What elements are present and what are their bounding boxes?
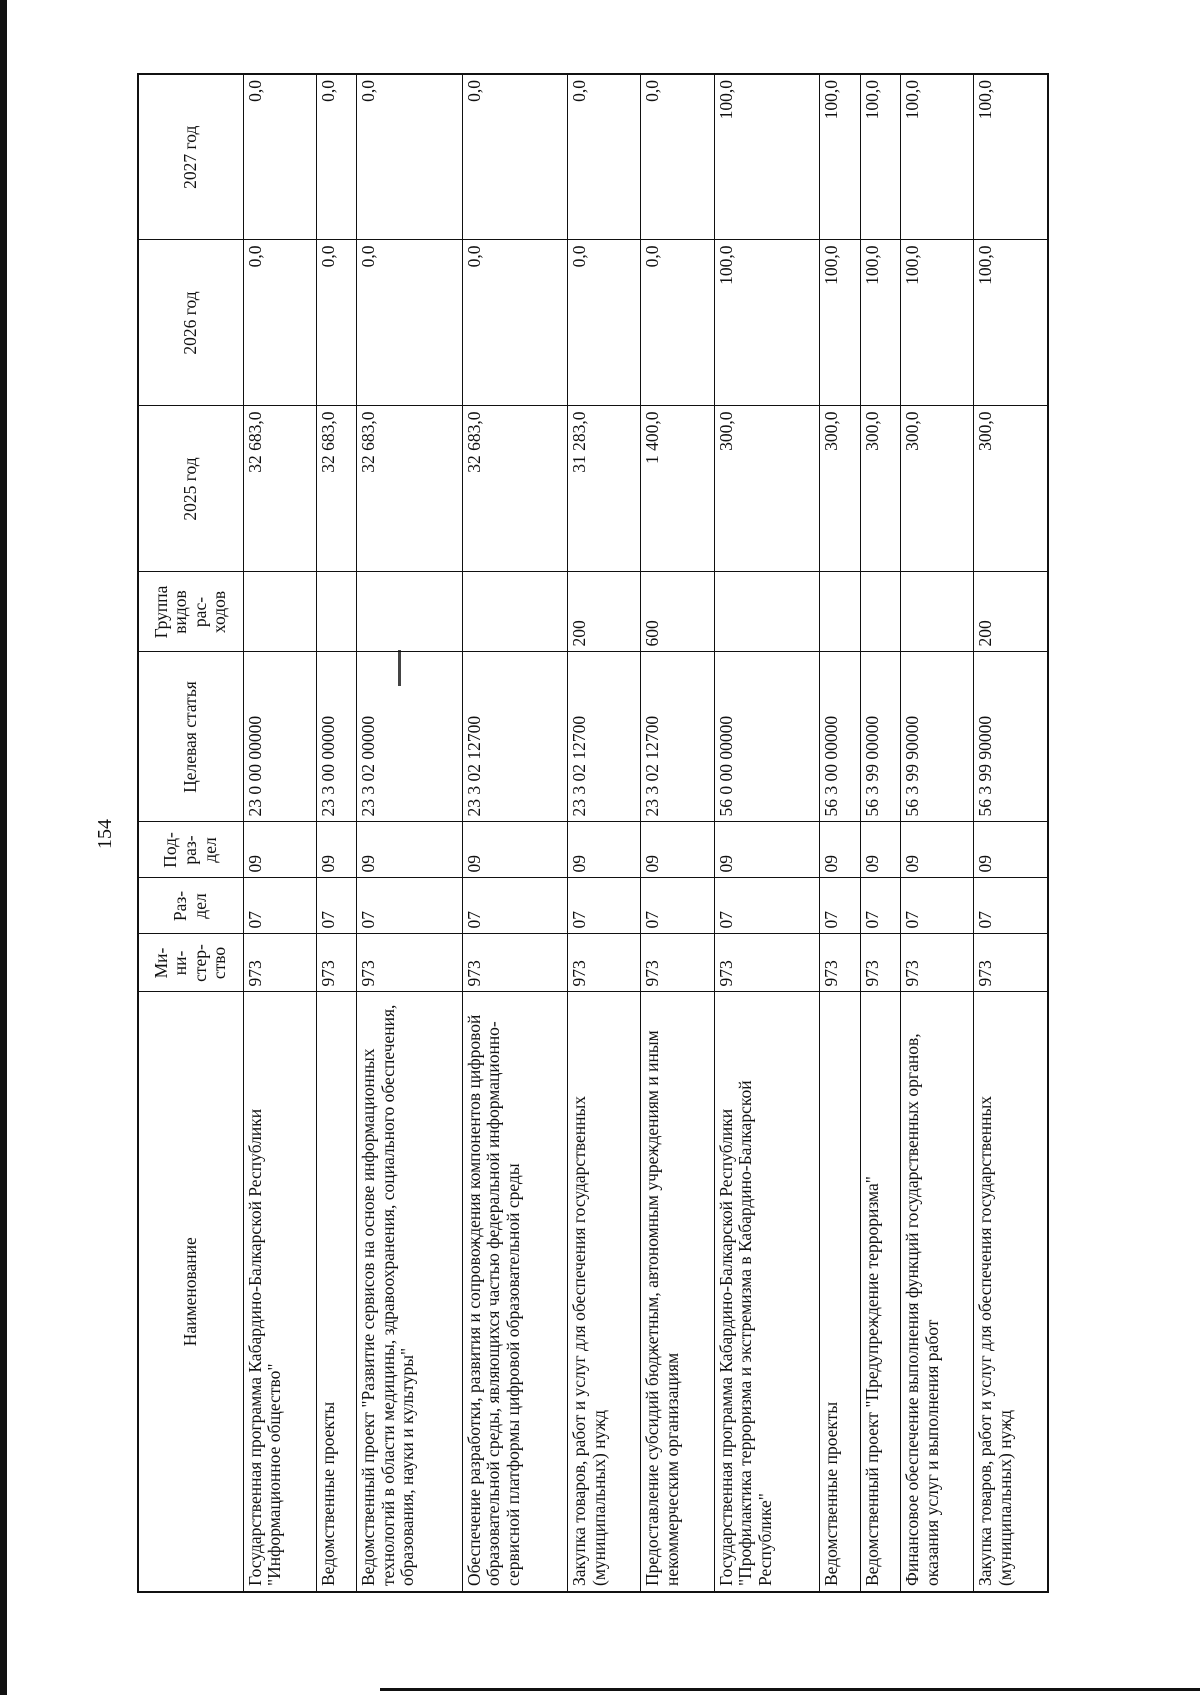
budget-table [137, 73, 1049, 1593]
cell-subsection: 09 [860, 822, 901, 878]
cell-ministry: 973 [714, 934, 820, 992]
cell-target-article: 56 3 99 90000 [974, 652, 1048, 822]
cell-2026: 0,0 [462, 240, 568, 406]
cell-subsection: 09 [714, 822, 820, 878]
cell-section: 07 [641, 878, 714, 934]
header-subsection: Под-раз-дел [138, 822, 243, 878]
cell-2027: 0,0 [568, 74, 641, 240]
cell-2026: 0,0 [357, 240, 463, 406]
cell-ministry: 973 [974, 934, 1048, 992]
cell-target-article: 56 3 99 90000 [901, 652, 974, 822]
cell-subsection: 09 [316, 822, 357, 878]
cell-ministry: 973 [462, 934, 568, 992]
table-row [462, 74, 568, 1592]
cell-section: 07 [568, 878, 641, 934]
cell-name: Обеспечение разработки, развития и сопровождения компонентов цифровой образовательной среды, являющихся частью федеральной информационно-сервисной платформы цифровой образовательной среды [462, 992, 568, 1592]
cell-section: 07 [974, 878, 1048, 934]
cell-subsection: 09 [974, 822, 1048, 878]
header-2027: 2027 год [138, 74, 243, 240]
cell-2025: 32 683,0 [243, 406, 316, 572]
table-row [641, 74, 714, 1592]
cell-ministry: 973 [641, 934, 714, 992]
budget-table-container [137, 73, 1049, 1593]
cell-expense-group [357, 572, 463, 652]
cell-2026: 0,0 [641, 240, 714, 406]
cell-subsection: 09 [820, 822, 861, 878]
cell-name: Ведомственные проекты [820, 992, 861, 1592]
cell-2026: 0,0 [243, 240, 316, 406]
cell-2027: 100,0 [714, 74, 820, 240]
cell-expense-group: 600 [641, 572, 714, 652]
cell-name: Закупка товаров, работ и услуг для обеспечения государственных (муниципальных) нужд [568, 992, 641, 1592]
cell-expense-group: 200 [974, 572, 1048, 652]
cell-target-article: 23 3 02 12700 [462, 652, 568, 822]
cell-expense-group: 200 [568, 572, 641, 652]
header-ministry: Ми-ни-стер-ство [138, 934, 243, 992]
cell-ministry: 973 [357, 934, 463, 992]
cell-expense-group [901, 572, 974, 652]
cell-2026: 100,0 [860, 240, 901, 406]
cell-subsection: 09 [568, 822, 641, 878]
cell-2025: 300,0 [974, 406, 1048, 572]
cell-2026: 100,0 [974, 240, 1048, 406]
cell-subsection: 09 [243, 822, 316, 878]
cell-name: Закупка товаров, работ и услуг для обеспечения государственных (муниципальных) нужд [974, 992, 1048, 1592]
cell-target-article: 56 0 00 00000 [714, 652, 820, 822]
cell-name: Ведомственный проект "Развитие сервисов на основе информационных технологий в области медицины, здравоохранения, социального обеспечения, образования, науки и культуры" [357, 992, 463, 1592]
cell-target-article: 23 3 00 00000 [316, 652, 357, 822]
cell-expense-group [820, 572, 861, 652]
cell-name: Ведомственные проекты [316, 992, 357, 1592]
cell-ministry: 973 [901, 934, 974, 992]
cell-section: 07 [316, 878, 357, 934]
cell-section: 07 [860, 878, 901, 934]
table-header-row [138, 74, 243, 1592]
table-row [357, 74, 463, 1592]
cell-2027: 100,0 [820, 74, 861, 240]
cell-target-article: 56 3 00 00000 [820, 652, 861, 822]
cell-section: 07 [243, 878, 316, 934]
table-row [820, 74, 861, 1592]
cell-section: 07 [901, 878, 974, 934]
cell-section: 07 [714, 878, 820, 934]
cell-2027: 0,0 [357, 74, 463, 240]
table-row [714, 74, 820, 1592]
cell-2027: 0,0 [462, 74, 568, 240]
cell-2025: 300,0 [714, 406, 820, 572]
cell-2025: 300,0 [820, 406, 861, 572]
cell-target-article: 23 0 00 00000 [243, 652, 316, 822]
scan-left-edge [0, 0, 7, 1695]
cell-subsection: 09 [901, 822, 974, 878]
cell-subsection: 09 [462, 822, 568, 878]
table-row [860, 74, 901, 1592]
cell-2026: 100,0 [714, 240, 820, 406]
cell-ministry: 973 [243, 934, 316, 992]
cell-section: 07 [820, 878, 861, 934]
cell-2025: 32 683,0 [462, 406, 568, 572]
cell-expense-group [462, 572, 568, 652]
cell-2027: 100,0 [860, 74, 901, 240]
cell-2027: 0,0 [316, 74, 357, 240]
cell-target-article: 23 3 02 12700 [568, 652, 641, 822]
cell-2027: 100,0 [901, 74, 974, 240]
page-number: 154 [94, 819, 116, 849]
table-row [316, 74, 357, 1592]
cell-name: Государственная программа Кабардино-Балкарской Республики "Информационное общество" [243, 992, 316, 1592]
cell-2026: 100,0 [901, 240, 974, 406]
cell-target-article: 23 3 02 00000 [357, 652, 463, 822]
cell-2025: 300,0 [860, 406, 901, 572]
cell-2025: 300,0 [901, 406, 974, 572]
cell-expense-group [714, 572, 820, 652]
cell-ministry: 973 [860, 934, 901, 992]
table-row [901, 74, 974, 1592]
cell-subsection: 09 [641, 822, 714, 878]
cell-2025: 1 400,0 [641, 406, 714, 572]
table-row [243, 74, 316, 1592]
header-section: Раз-дел [138, 878, 243, 934]
cell-name: Государственная программа Кабардино-Балкарской Республики "Профилактика терроризма и экстремизма в Кабардино-Балкарской Республике" [714, 992, 820, 1592]
cell-name: Ведомственный проект "Предупреждение терроризма" [860, 992, 901, 1592]
cell-ministry: 973 [316, 934, 357, 992]
scan-bottom-edge [380, 1688, 1200, 1691]
cell-ministry: 973 [568, 934, 641, 992]
cell-2026: 0,0 [316, 240, 357, 406]
header-target-article: Целевая статья [138, 652, 243, 822]
cell-2026: 0,0 [568, 240, 641, 406]
table-row [974, 74, 1048, 1592]
header-2026: 2026 год [138, 240, 243, 406]
cell-2025: 32 683,0 [357, 406, 463, 572]
cell-name: Финансовое обеспечение выполнения функций государственных органов, оказания услуг и выполнения работ [901, 992, 974, 1592]
table-row [568, 74, 641, 1592]
header-2025: 2025 год [138, 406, 243, 572]
cell-section: 07 [357, 878, 463, 934]
cell-2025: 32 683,0 [316, 406, 357, 572]
cell-2027: 0,0 [641, 74, 714, 240]
cell-2027: 0,0 [243, 74, 316, 240]
header-name: Наименование [138, 992, 243, 1592]
cell-target-article: 56 3 99 00000 [860, 652, 901, 822]
cell-target-article: 23 3 02 12700 [641, 652, 714, 822]
cell-expense-group [860, 572, 901, 652]
cell-2026: 100,0 [820, 240, 861, 406]
cell-name: Предоставление субсидий бюджетным, автономным учреждениям и иным некоммерческим организациям [641, 992, 714, 1592]
cell-section: 07 [462, 878, 568, 934]
cell-2027: 100,0 [974, 74, 1048, 240]
cell-expense-group [243, 572, 316, 652]
cell-2025: 31 283,0 [568, 406, 641, 572]
header-expense-group: Группа видов рас-ходов [138, 572, 243, 652]
cell-subsection: 09 [357, 822, 463, 878]
cell-expense-group [316, 572, 357, 652]
table-body [243, 74, 1048, 1592]
cell-ministry: 973 [820, 934, 861, 992]
